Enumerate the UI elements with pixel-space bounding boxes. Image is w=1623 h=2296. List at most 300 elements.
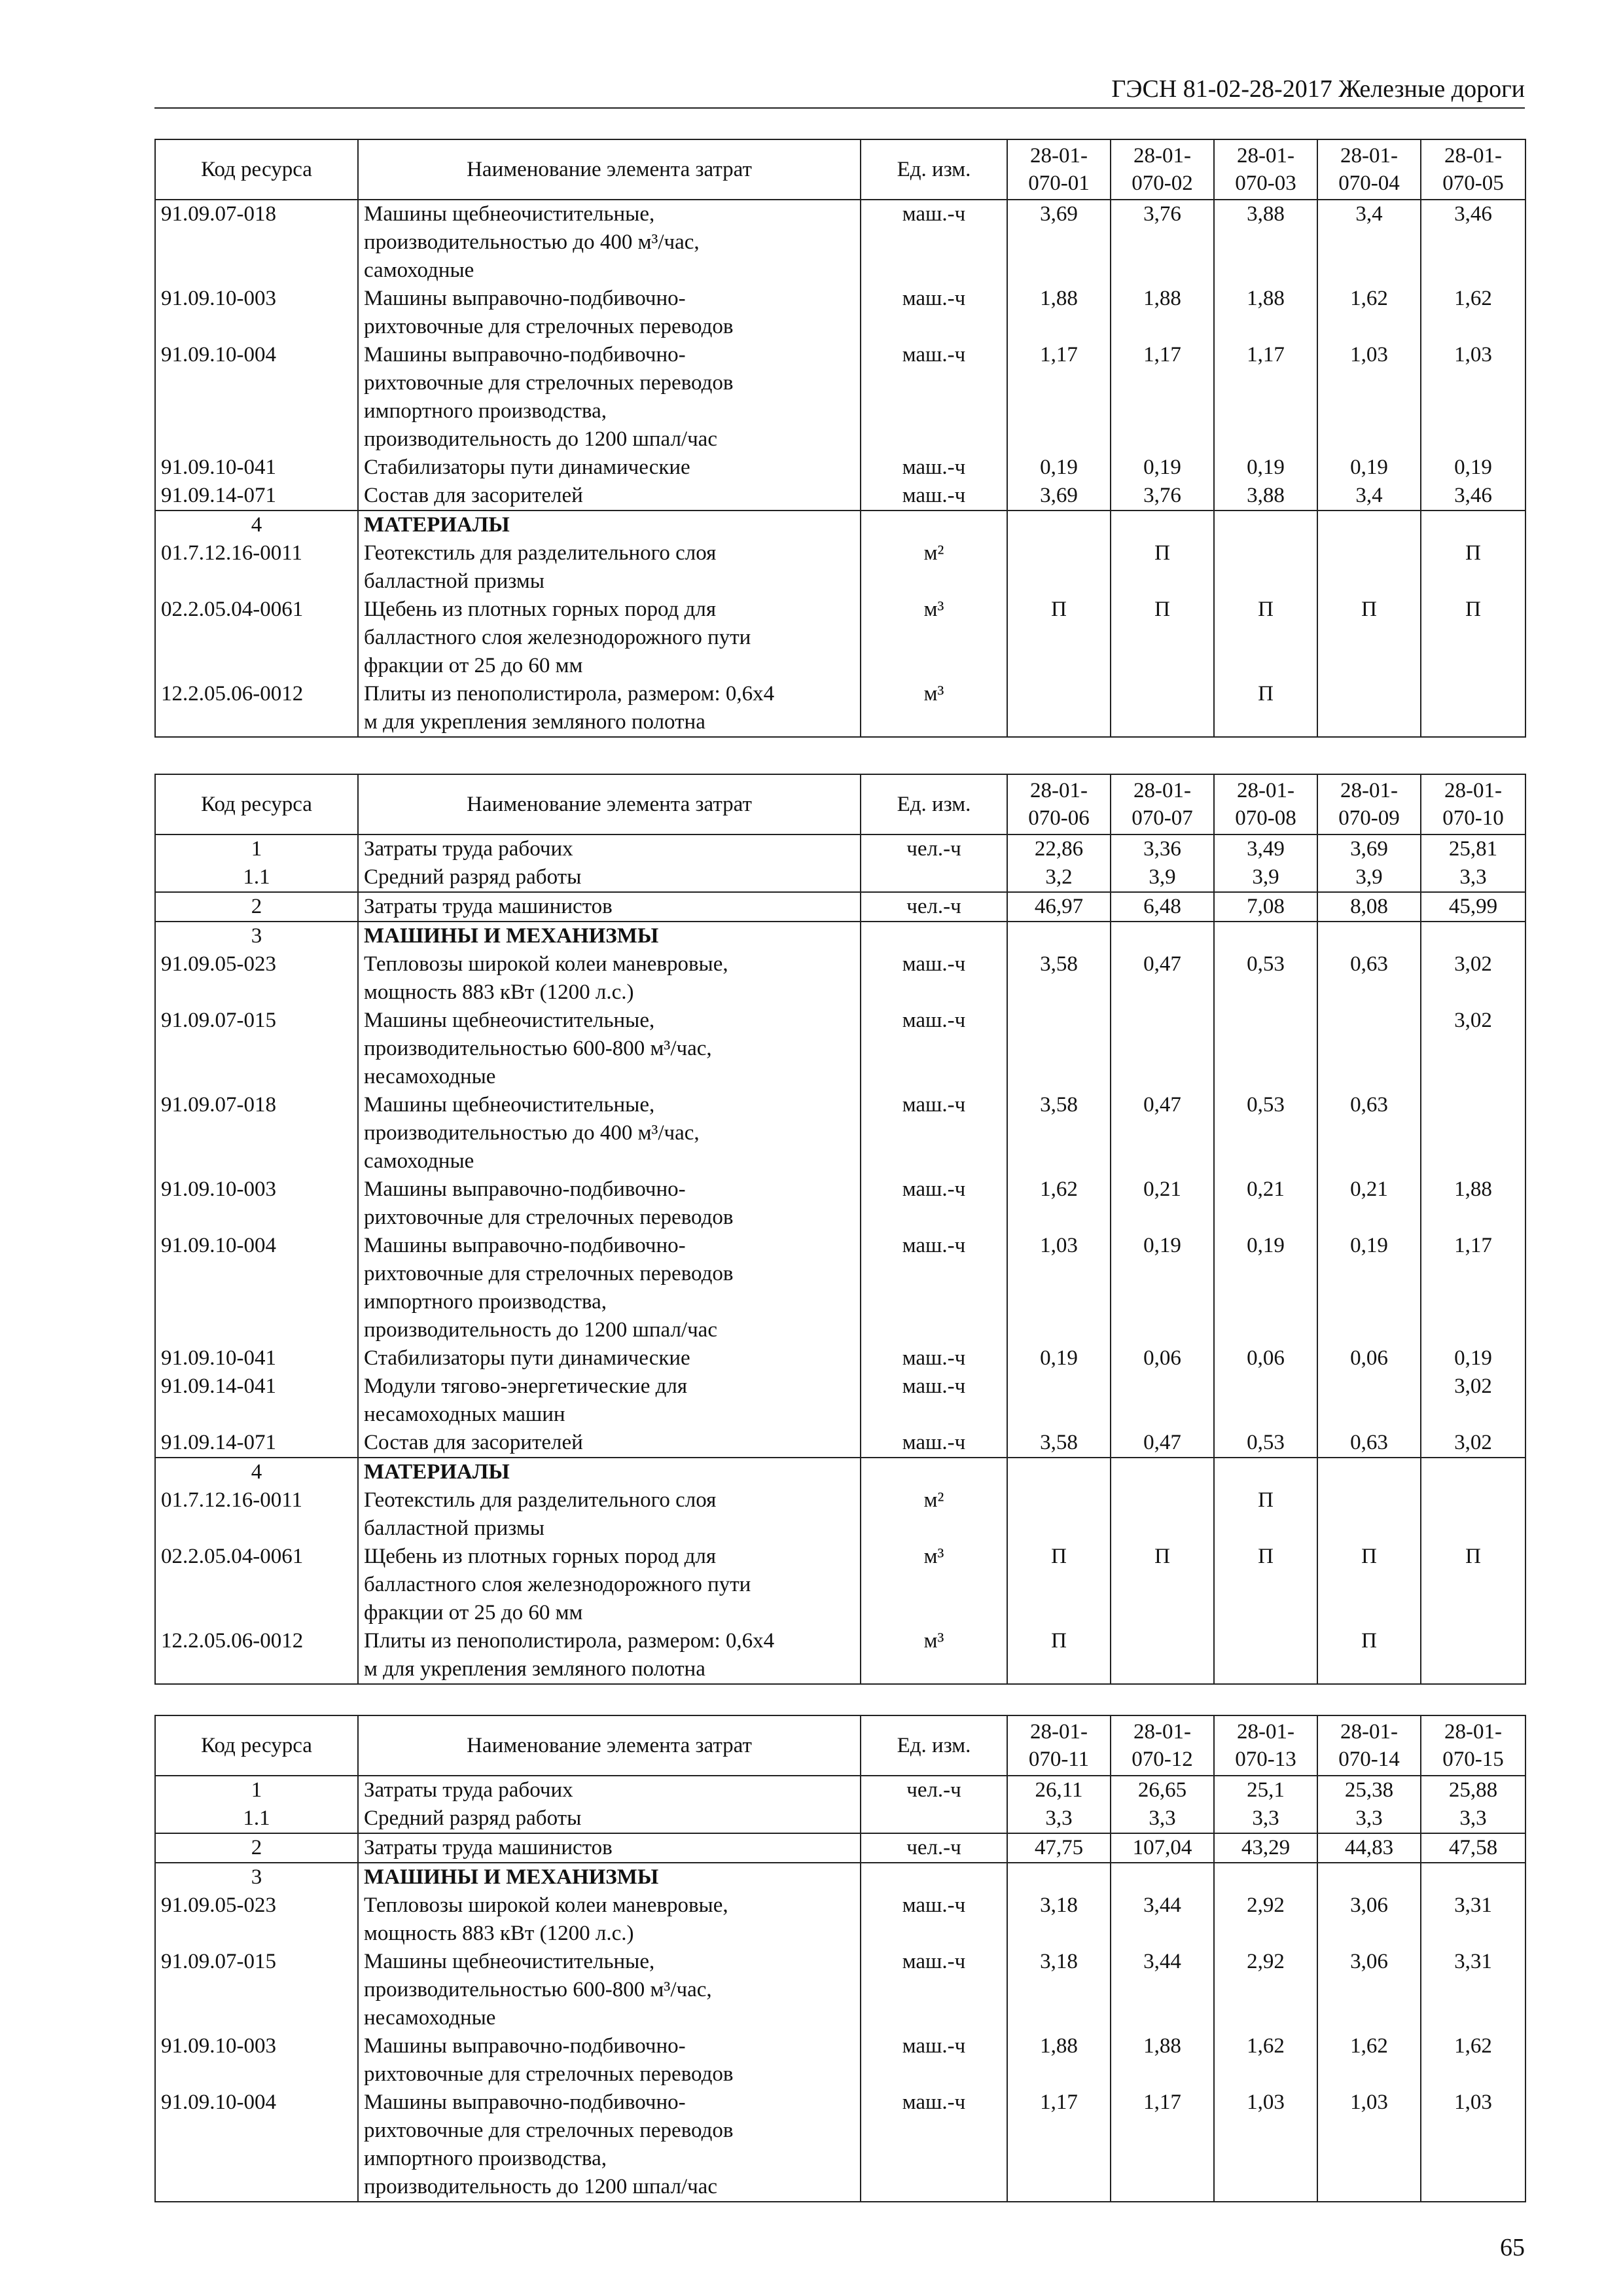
resource-code-cell: 91.09.05-023 bbox=[155, 950, 358, 1007]
unit-cell: маш.-ч bbox=[861, 1372, 1007, 1429]
name-line: Щебень из плотных горных пород для bbox=[364, 598, 717, 621]
value-cell bbox=[1111, 1486, 1214, 1543]
norm-code-part: 070-09 bbox=[1338, 806, 1400, 830]
value-cell: 3,3 bbox=[1421, 1804, 1525, 1833]
value-cell: 0,06 bbox=[1317, 1344, 1421, 1372]
resource-code-cell: 91.09.07-015 bbox=[155, 1948, 358, 2032]
value-cell: 3,3 bbox=[1317, 1804, 1421, 1833]
name-line: Затраты труда рабочих bbox=[364, 1778, 573, 1802]
value-cell: 0,19 bbox=[1421, 454, 1525, 482]
name-line: МАТЕРИАЛЫ bbox=[364, 1460, 510, 1484]
value-cell bbox=[1214, 539, 1317, 596]
value-cell: П bbox=[1007, 596, 1111, 680]
column-header-norm-code bbox=[1007, 1715, 1111, 1776]
value-cell: 0,53 bbox=[1214, 1429, 1317, 1458]
value-cell bbox=[1421, 1863, 1525, 1892]
value-cell: П bbox=[1007, 1543, 1111, 1627]
value-cell bbox=[1111, 511, 1214, 539]
norm-code-part: 070-06 bbox=[1028, 806, 1090, 830]
name-line: Геотекстиль для разделительного слоя bbox=[364, 541, 717, 565]
cost-element-name-cell bbox=[358, 200, 861, 285]
resource-code-cell: 91.09.10-003 bbox=[155, 285, 358, 341]
name-line: Машины щебнеочистительные, bbox=[364, 202, 655, 226]
value-cell: 3,88 bbox=[1214, 200, 1317, 285]
unit-cell: маш.-ч bbox=[861, 1948, 1007, 2032]
name-line: м для укрепления земляного полотна bbox=[364, 710, 705, 734]
name-line: Тепловозы широкой колеи маневровые, bbox=[364, 1893, 728, 1917]
unit-cell: чел.-ч bbox=[861, 834, 1007, 863]
value-cell: 1,17 bbox=[1214, 341, 1317, 454]
value-cell: 1,03 bbox=[1214, 2089, 1317, 2202]
cost-element-name-cell bbox=[358, 863, 861, 892]
table-row bbox=[155, 1091, 1525, 1175]
value-cell: 8,08 bbox=[1317, 892, 1421, 922]
value-cell: П bbox=[1421, 539, 1525, 596]
value-cell: П bbox=[1111, 596, 1214, 680]
value-cell bbox=[1214, 1863, 1317, 1892]
value-cell: 3,76 bbox=[1111, 200, 1214, 285]
name-line: импортного производства, bbox=[364, 1290, 607, 1314]
column-header-unit: Ед. изм. bbox=[861, 139, 1007, 200]
name-line: балластной призмы bbox=[364, 1516, 544, 1540]
value-cell: 0,06 bbox=[1214, 1344, 1317, 1372]
name-line: производительность до 1200 шпал/час bbox=[364, 2175, 717, 2198]
value-cell bbox=[1421, 680, 1525, 737]
table-row bbox=[155, 1175, 1525, 1232]
value-cell bbox=[1317, 680, 1421, 737]
name-line: Затраты труда машинистов bbox=[364, 895, 613, 918]
value-cell: 26,65 bbox=[1111, 1776, 1214, 1804]
cost-element-name-cell bbox=[358, 892, 861, 922]
value-cell: П bbox=[1214, 596, 1317, 680]
resource-code-cell: 91.09.07-018 bbox=[155, 1091, 358, 1175]
norm-code-part: 28-01- bbox=[1133, 779, 1191, 802]
name-line: несамоходные bbox=[364, 1065, 496, 1088]
value-cell: П bbox=[1317, 1543, 1421, 1627]
cost-element-name-cell bbox=[358, 1372, 861, 1429]
value-cell: 1,88 bbox=[1007, 2032, 1111, 2089]
value-cell: 25,88 bbox=[1421, 1776, 1525, 1804]
cost-element-name-cell bbox=[358, 341, 861, 454]
value-cell bbox=[1007, 1372, 1111, 1429]
norm-code-part: 28-01- bbox=[1444, 1720, 1502, 1744]
value-cell: 1,62 bbox=[1317, 285, 1421, 341]
norm-code-part: 070-08 bbox=[1235, 806, 1296, 830]
cost-element-name-cell bbox=[358, 1232, 861, 1344]
table-row bbox=[155, 341, 1525, 454]
value-cell: П bbox=[1421, 1543, 1525, 1627]
value-cell: 3,76 bbox=[1111, 482, 1214, 511]
value-cell: 26,11 bbox=[1007, 1776, 1111, 1804]
name-line: МАТЕРИАЛЫ bbox=[364, 513, 510, 537]
name-line: Щебень из плотных горных пород для bbox=[364, 1545, 717, 1568]
value-cell bbox=[1421, 1627, 1525, 1684]
unit-cell: чел.-ч bbox=[861, 1833, 1007, 1863]
norm-code-part: 070-12 bbox=[1132, 1748, 1193, 1771]
value-cell: 1,62 bbox=[1317, 2032, 1421, 2089]
table-row bbox=[155, 1344, 1525, 1372]
table-row bbox=[155, 1627, 1525, 1684]
name-line: Плиты из пенополистирола, размером: 0,6х4 bbox=[364, 1629, 775, 1653]
value-cell bbox=[1007, 922, 1111, 950]
section-title-cell bbox=[358, 511, 861, 539]
value-cell: 1,62 bbox=[1214, 2032, 1317, 2089]
table-row bbox=[155, 892, 1525, 922]
resource-code-cell: 01.7.12.16-0011 bbox=[155, 1486, 358, 1543]
table-row bbox=[155, 1833, 1525, 1863]
unit-cell: маш.-ч bbox=[861, 950, 1007, 1007]
value-cell: П bbox=[1214, 1486, 1317, 1543]
resource-code-cell: 91.09.10-004 bbox=[155, 2089, 358, 2202]
value-cell: 3,44 bbox=[1111, 1948, 1214, 2032]
value-cell bbox=[1007, 511, 1111, 539]
name-line: рихтовочные для стрелочных переводов bbox=[364, 371, 734, 395]
value-cell: 0,06 bbox=[1111, 1344, 1214, 1372]
value-cell bbox=[1111, 922, 1214, 950]
resource-code-cell: 91.09.14-041 bbox=[155, 1372, 358, 1429]
norm-code-part: 28-01- bbox=[1340, 779, 1398, 802]
resource-code-cell: 12.2.05.06-0012 bbox=[155, 680, 358, 737]
norm-code-part: 28-01- bbox=[1030, 1720, 1088, 1744]
norm-code-part: 28-01- bbox=[1340, 1720, 1398, 1744]
value-cell: 3,69 bbox=[1007, 482, 1111, 511]
norm-code-part: 070-15 bbox=[1442, 1748, 1504, 1771]
value-cell: 1,03 bbox=[1007, 1232, 1111, 1344]
value-cell bbox=[1214, 1458, 1317, 1486]
value-cell: П bbox=[1421, 596, 1525, 680]
value-cell: 3,58 bbox=[1007, 1091, 1111, 1175]
value-cell bbox=[1214, 922, 1317, 950]
cost-element-name-cell bbox=[358, 2089, 861, 2202]
value-cell bbox=[1214, 1372, 1317, 1429]
section-row bbox=[155, 1863, 1525, 1892]
value-cell bbox=[1317, 922, 1421, 950]
cost-element-name-cell bbox=[358, 1804, 861, 1833]
name-line: Модули тягово-энергетические для bbox=[364, 1374, 688, 1398]
name-line: МАШИНЫ И МЕХАНИЗМЫ bbox=[364, 1865, 659, 1889]
value-cell: 3,36 bbox=[1111, 834, 1214, 863]
resource-code-cell: 12.2.05.06-0012 bbox=[155, 1627, 358, 1684]
value-cell bbox=[1111, 1458, 1214, 1486]
table-row bbox=[155, 539, 1525, 596]
resource-code-cell: 91.09.05-023 bbox=[155, 1892, 358, 1948]
document-header-title: ГЭСН 81-02-28-2017 Железные дороги bbox=[1111, 75, 1525, 103]
value-cell: 6,48 bbox=[1111, 892, 1214, 922]
unit-cell: маш.-ч bbox=[861, 200, 1007, 285]
section-title-cell bbox=[358, 1458, 861, 1486]
value-cell bbox=[1317, 539, 1421, 596]
name-line: Затраты труда машинистов bbox=[364, 1836, 613, 1859]
value-cell: П bbox=[1111, 539, 1214, 596]
name-line: мощность 883 кВт (1200 л.с.) bbox=[364, 980, 634, 1004]
column-header-norm-code bbox=[1111, 1715, 1214, 1776]
value-cell bbox=[1421, 511, 1525, 539]
value-cell: 1,17 bbox=[1007, 341, 1111, 454]
name-line: Стабилизаторы пути динамические bbox=[364, 456, 690, 479]
table-row bbox=[155, 950, 1525, 1007]
resource-code-cell: 1.1 bbox=[155, 863, 358, 892]
column-header-norm-code bbox=[1007, 139, 1111, 200]
cost-element-name-cell bbox=[358, 1892, 861, 1948]
name-line: производительностью 600-800 м³/час, bbox=[364, 1037, 712, 1060]
column-header-norm-code bbox=[1317, 139, 1421, 200]
column-header-norm-code bbox=[1317, 1715, 1421, 1776]
table-row bbox=[155, 1804, 1525, 1833]
unit-cell: м² bbox=[861, 539, 1007, 596]
cost-element-name-cell bbox=[358, 1429, 861, 1458]
norm-code-part: 070-11 bbox=[1028, 1748, 1090, 1771]
name-line: импортного производства, bbox=[364, 399, 607, 423]
value-cell bbox=[1007, 1007, 1111, 1091]
value-cell: 45,99 bbox=[1421, 892, 1525, 922]
value-cell bbox=[1111, 1627, 1214, 1684]
value-cell: 7,08 bbox=[1214, 892, 1317, 922]
value-cell: 0,21 bbox=[1317, 1175, 1421, 1232]
norm-code-part: 070-04 bbox=[1338, 171, 1400, 195]
name-line: Средний разряд работы bbox=[364, 865, 582, 889]
value-cell: 43,29 bbox=[1214, 1833, 1317, 1863]
unit-cell bbox=[861, 1863, 1007, 1892]
unit-cell: м³ bbox=[861, 1627, 1007, 1684]
name-line: производительностью до 400 м³/час, bbox=[364, 1121, 700, 1145]
value-cell bbox=[1214, 1007, 1317, 1091]
unit-cell bbox=[861, 922, 1007, 950]
resource-code-cell: 91.09.07-015 bbox=[155, 1007, 358, 1091]
column-header-norm-code bbox=[1421, 774, 1525, 834]
value-cell bbox=[1317, 1486, 1421, 1543]
value-cell bbox=[1317, 1007, 1421, 1091]
norm-code-part: 28-01- bbox=[1444, 779, 1502, 802]
value-cell bbox=[1111, 1007, 1214, 1091]
value-cell: 1,88 bbox=[1421, 1175, 1525, 1232]
table-row bbox=[155, 863, 1525, 892]
name-line: производительность до 1200 шпал/час bbox=[364, 427, 717, 451]
value-cell bbox=[1317, 1458, 1421, 1486]
value-cell: 3,18 bbox=[1007, 1892, 1111, 1948]
value-cell: 3,9 bbox=[1214, 863, 1317, 892]
value-cell: 1,88 bbox=[1111, 285, 1214, 341]
value-cell: 3,3 bbox=[1007, 1804, 1111, 1833]
value-cell: 3,18 bbox=[1007, 1948, 1111, 2032]
norm-code-part: 070-10 bbox=[1442, 806, 1504, 830]
value-cell bbox=[1317, 1372, 1421, 1429]
resource-code-cell: 4 bbox=[155, 1458, 358, 1486]
cost-element-name-cell bbox=[358, 454, 861, 482]
cost-table-1 bbox=[154, 139, 1526, 738]
resource-code-cell: 02.2.05.04-0061 bbox=[155, 596, 358, 680]
name-line: балластной призмы bbox=[364, 569, 544, 593]
resource-code-cell: 1 bbox=[155, 834, 358, 863]
cost-element-name-cell bbox=[358, 950, 861, 1007]
resource-code-cell: 91.09.10-041 bbox=[155, 1344, 358, 1372]
cost-element-name-cell bbox=[358, 596, 861, 680]
table-header-row bbox=[155, 139, 1525, 200]
value-cell: 1,03 bbox=[1317, 2089, 1421, 2202]
resource-code-cell: 01.7.12.16-0011 bbox=[155, 539, 358, 596]
value-cell: 0,19 bbox=[1007, 454, 1111, 482]
name-line: балластного слоя железнодорожного пути bbox=[364, 626, 751, 649]
value-cell: 0,19 bbox=[1111, 1232, 1214, 1344]
value-cell: 3,4 bbox=[1317, 200, 1421, 285]
norm-code-part: 28-01- bbox=[1237, 779, 1294, 802]
table-row bbox=[155, 1776, 1525, 1804]
unit-cell: маш.-ч bbox=[861, 1007, 1007, 1091]
value-cell: 0,19 bbox=[1317, 1232, 1421, 1344]
value-cell: 1,88 bbox=[1111, 2032, 1214, 2089]
value-cell: П bbox=[1214, 680, 1317, 737]
cost-table-2 bbox=[154, 774, 1526, 1685]
value-cell: 3,44 bbox=[1111, 1892, 1214, 1948]
column-header-norm-code bbox=[1214, 1715, 1317, 1776]
table-row bbox=[155, 1372, 1525, 1429]
value-cell: 107,04 bbox=[1111, 1833, 1214, 1863]
table-row bbox=[155, 680, 1525, 737]
table-row bbox=[155, 834, 1525, 863]
name-line: фракции от 25 до 60 мм bbox=[364, 1601, 583, 1624]
unit-cell: маш.-ч bbox=[861, 1175, 1007, 1232]
cost-element-name-cell bbox=[358, 1776, 861, 1804]
value-cell: 3,06 bbox=[1317, 1948, 1421, 2032]
value-cell: 0,63 bbox=[1317, 1091, 1421, 1175]
resource-code-cell: 91.09.07-018 bbox=[155, 200, 358, 285]
value-cell bbox=[1421, 922, 1525, 950]
cost-element-name-cell bbox=[358, 1007, 861, 1091]
norm-code-part: 070-14 bbox=[1338, 1748, 1400, 1771]
value-cell: 1,88 bbox=[1007, 285, 1111, 341]
value-cell: 3,02 bbox=[1421, 950, 1525, 1007]
value-cell: 3,06 bbox=[1317, 1892, 1421, 1948]
resource-code-cell: 2 bbox=[155, 892, 358, 922]
name-line: Машины щебнеочистительные, bbox=[364, 1950, 655, 1973]
page-number: 65 bbox=[1500, 2234, 1525, 2261]
value-cell: 0,47 bbox=[1111, 1091, 1214, 1175]
unit-cell: маш.-ч bbox=[861, 285, 1007, 341]
unit-cell bbox=[861, 511, 1007, 539]
table-row bbox=[155, 1429, 1525, 1458]
resource-code-cell: 02.2.05.04-0061 bbox=[155, 1543, 358, 1627]
name-line: Машины выправочно-подбивочно- bbox=[364, 2034, 686, 2058]
value-cell: 3,69 bbox=[1317, 834, 1421, 863]
resource-code-cell: 91.09.10-004 bbox=[155, 341, 358, 454]
name-line: несамоходные bbox=[364, 2006, 496, 2030]
unit-cell: маш.-ч bbox=[861, 1892, 1007, 1948]
value-cell: 22,86 bbox=[1007, 834, 1111, 863]
value-cell: 3,02 bbox=[1421, 1429, 1525, 1458]
table-row bbox=[155, 482, 1525, 511]
value-cell: 3,9 bbox=[1111, 863, 1214, 892]
resource-code-cell: 3 bbox=[155, 1863, 358, 1892]
section-row bbox=[155, 1458, 1525, 1486]
resource-code-cell: 91.09.14-071 bbox=[155, 1429, 358, 1458]
value-cell: 25,81 bbox=[1421, 834, 1525, 863]
value-cell: 25,1 bbox=[1214, 1776, 1317, 1804]
column-header-code: Код ресурса bbox=[155, 774, 358, 834]
value-cell: П bbox=[1111, 1543, 1214, 1627]
resource-code-cell: 91.09.10-003 bbox=[155, 2032, 358, 2089]
norm-code-part: 070-13 bbox=[1235, 1748, 1296, 1771]
value-cell: 0,63 bbox=[1317, 950, 1421, 1007]
unit-cell: м³ bbox=[861, 680, 1007, 737]
name-line: МАШИНЫ И МЕХАНИЗМЫ bbox=[364, 924, 659, 948]
name-line: Затраты труда рабочих bbox=[364, 837, 573, 861]
resource-code-cell: 2 bbox=[155, 1833, 358, 1863]
value-cell: 3,9 bbox=[1317, 863, 1421, 892]
norm-code-part: 28-01- bbox=[1133, 1720, 1191, 1744]
norm-code-part: 070-01 bbox=[1028, 171, 1090, 195]
name-line: Машины выправочно-подбивочно- bbox=[364, 2090, 686, 2114]
resource-code-cell: 3 bbox=[155, 922, 358, 950]
norm-code-part: 070-03 bbox=[1235, 171, 1296, 195]
norm-code-part: 070-07 bbox=[1132, 806, 1193, 830]
value-cell: 3,4 bbox=[1317, 482, 1421, 511]
value-cell bbox=[1317, 1863, 1421, 1892]
cost-element-name-cell bbox=[358, 1486, 861, 1543]
name-line: Геотекстиль для разделительного слоя bbox=[364, 1488, 717, 1512]
table-row bbox=[155, 2089, 1525, 2202]
value-cell bbox=[1214, 1627, 1317, 1684]
column-header-norm-code bbox=[1214, 139, 1317, 200]
column-header-unit: Ед. изм. bbox=[861, 1715, 1007, 1776]
column-header-name: Наименование элемента затрат bbox=[358, 774, 861, 834]
header-rule bbox=[154, 107, 1525, 109]
column-header-norm-code bbox=[1317, 774, 1421, 834]
table-row bbox=[155, 200, 1525, 285]
section-title-cell bbox=[358, 1863, 861, 1892]
unit-cell bbox=[861, 863, 1007, 892]
column-header-unit: Ед. изм. bbox=[861, 774, 1007, 834]
value-cell bbox=[1007, 1863, 1111, 1892]
name-line: производительностью 600-800 м³/час, bbox=[364, 1978, 712, 2001]
value-cell: 3,69 bbox=[1007, 200, 1111, 285]
resource-code-cell: 1 bbox=[155, 1776, 358, 1804]
cost-element-name-cell bbox=[358, 482, 861, 511]
value-cell: 0,63 bbox=[1317, 1429, 1421, 1458]
unit-cell: маш.-ч bbox=[861, 1429, 1007, 1458]
name-line: Машины выправочно-подбивочно- bbox=[364, 287, 686, 310]
norm-code-part: 28-01- bbox=[1237, 144, 1294, 168]
name-line: рихтовочные для стрелочных переводов bbox=[364, 315, 734, 338]
value-cell: 3,3 bbox=[1111, 1804, 1214, 1833]
value-cell: 47,58 bbox=[1421, 1833, 1525, 1863]
value-cell: 46,97 bbox=[1007, 892, 1111, 922]
value-cell: П bbox=[1214, 1543, 1317, 1627]
value-cell bbox=[1317, 511, 1421, 539]
value-cell: 1,88 bbox=[1214, 285, 1317, 341]
value-cell: 3,31 bbox=[1421, 1948, 1525, 2032]
section-row bbox=[155, 922, 1525, 950]
value-cell: 1,17 bbox=[1007, 2089, 1111, 2202]
value-cell: 1,03 bbox=[1317, 341, 1421, 454]
column-header-norm-code bbox=[1421, 139, 1525, 200]
value-cell: 0,19 bbox=[1007, 1344, 1111, 1372]
value-cell: 3,02 bbox=[1421, 1372, 1525, 1429]
name-line: м для укрепления земляного полотна bbox=[364, 1657, 705, 1681]
value-cell: 2,92 bbox=[1214, 1892, 1317, 1948]
value-cell bbox=[1111, 680, 1214, 737]
value-cell: 3,46 bbox=[1421, 200, 1525, 285]
table-row bbox=[155, 596, 1525, 680]
name-line: производительность до 1200 шпал/час bbox=[364, 1318, 717, 1342]
name-line: рихтовочные для стрелочных переводов bbox=[364, 1262, 734, 1285]
name-line: производительностью до 400 м³/час, bbox=[364, 230, 700, 254]
unit-cell: маш.-ч bbox=[861, 482, 1007, 511]
unit-cell: маш.-ч bbox=[861, 1091, 1007, 1175]
cost-element-name-cell bbox=[358, 1948, 861, 2032]
value-cell: 1,03 bbox=[1421, 341, 1525, 454]
value-cell: 3,88 bbox=[1214, 482, 1317, 511]
value-cell: 0,19 bbox=[1111, 454, 1214, 482]
norm-code-part: 28-01- bbox=[1133, 144, 1191, 168]
